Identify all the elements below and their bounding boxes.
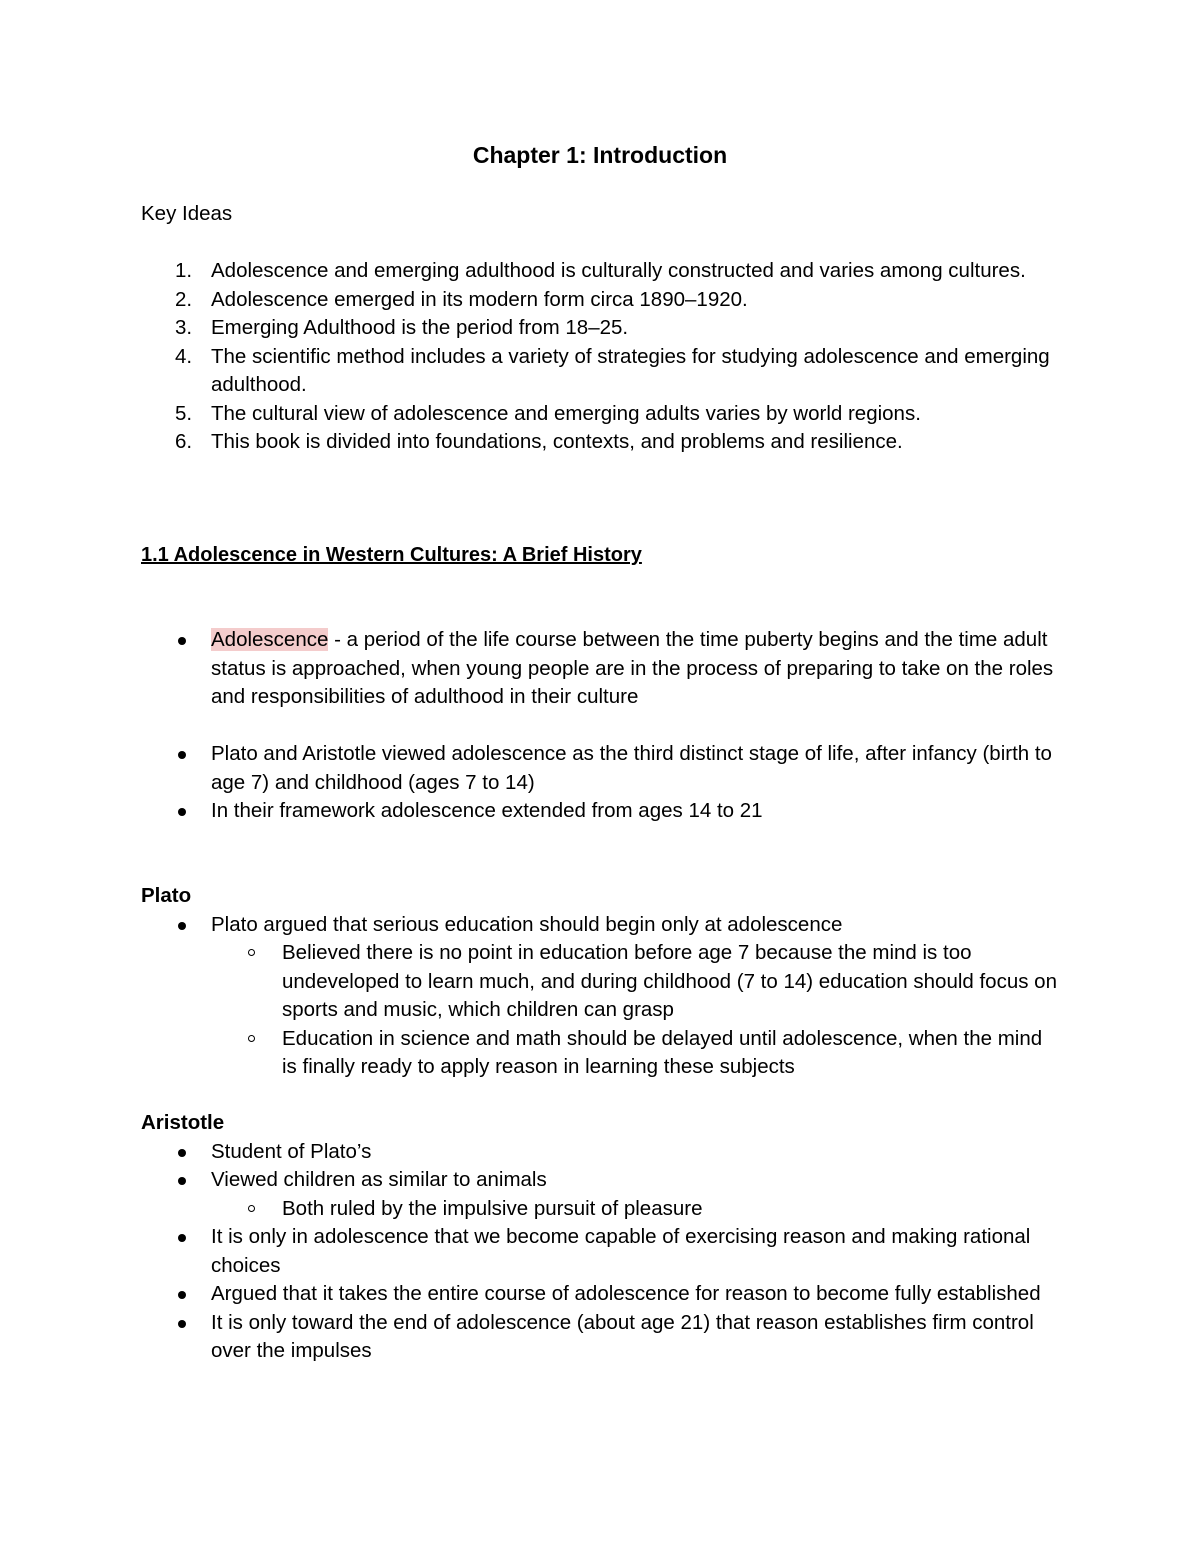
plato-section — [141, 882, 1061, 1082]
list-item-text: Student of Plato’s — [211, 1139, 372, 1163]
bullet-icon — [178, 808, 186, 816]
list-item-text: It is only toward the end of adolescence (about age 21) that reason establishes firm control over the impulses — [211, 1310, 1034, 1362]
section-heading-link[interactable]: 1.1 Adolescence in Western Cultures: A Brief History — [141, 544, 642, 566]
history-bullets — [141, 740, 1061, 826]
list-number: 5. — [175, 401, 193, 425]
definition-section — [141, 626, 1061, 826]
sub-list-item — [211, 1195, 1061, 1224]
list-item-text: In their framework adolescence extended from ages 14 to 21 — [211, 799, 763, 822]
list-item-text: The cultural view of adolescence and emerging adults varies by world regions. — [211, 401, 921, 425]
list-item-text: Both ruled by the impulsive pursuit of pleasure — [282, 1196, 703, 1220]
list-number: 2. — [175, 287, 193, 311]
list-item — [141, 626, 1061, 712]
section-1-1 — [141, 541, 1061, 570]
list-number: 4. — [175, 344, 193, 368]
list-item — [141, 911, 1061, 1082]
list-number: 3. — [175, 316, 193, 339]
aristotle-bullets — [141, 1138, 1061, 1366]
sub-list-item — [211, 939, 1061, 1025]
list-item — [141, 343, 1061, 400]
hollow-bullet-icon — [248, 1205, 255, 1212]
plato-bullets — [141, 911, 1061, 1082]
list-item — [141, 740, 1061, 797]
bullet-icon — [178, 922, 186, 930]
list-number: 1. — [175, 259, 193, 282]
bullet-icon — [178, 637, 186, 645]
list-item-text: This book is divided into foundations, contexts, and problems and resilience. — [211, 430, 903, 453]
list-item-text: The scientific method includes a variety of strategies for studying adolescence and emerging adulthood. — [211, 344, 1050, 396]
list-item-text: Adolescence and emerging adulthood is culturally constructed and varies among cultures. — [211, 259, 1026, 282]
plato-sub-bullets — [211, 939, 1061, 1082]
list-item — [141, 797, 1061, 826]
highlighted-term: Adolescence — [211, 628, 329, 651]
list-item-text: Viewed children as similar to animals — [211, 1168, 547, 1191]
bullet-icon — [178, 751, 186, 759]
list-item — [141, 1138, 1061, 1167]
list-item-text: Emerging Adulthood is the period from 18–25. — [211, 316, 629, 339]
list-number: 6. — [175, 430, 193, 453]
list-item — [141, 1166, 1061, 1223]
list-item — [141, 1223, 1061, 1280]
hollow-bullet-icon — [248, 949, 255, 956]
bullet-icon — [178, 1149, 186, 1157]
list-item — [141, 257, 1061, 286]
aristotle-section — [141, 1109, 1061, 1366]
bullet-icon — [178, 1177, 186, 1185]
list-item — [141, 400, 1061, 429]
list-item-text: Adolescence emerged in its modern form circa 1890–1920. — [211, 287, 748, 311]
definition-text: - a period of the life course between the time puberty begins and the time adult status is approached, when young people are in the process of preparing to take on the roles and responsibilities of adulthood in their culture — [211, 628, 1054, 708]
plato-label: Plato — [141, 884, 192, 907]
list-item-text: Believed there is no point in education before age 7 because the mind is too undeveloped to learn much, and during childhood (7 to 14) education should focus on sports and music, which children can grasp — [282, 941, 1057, 1021]
list-item — [141, 286, 1061, 315]
hollow-bullet-icon — [248, 1035, 255, 1042]
key-ideas-list — [141, 257, 1061, 457]
list-item-text: Argued that it takes the entire course of adolescence for reason to become fully established — [211, 1282, 1041, 1305]
key-ideas-label: Key Ideas — [141, 202, 233, 225]
page-title: Chapter 1: Introduction — [472, 142, 728, 168]
aristotle-label: Aristotle — [141, 1111, 225, 1134]
definition-list — [141, 626, 1061, 712]
bullet-icon — [178, 1320, 186, 1328]
list-item — [141, 1309, 1061, 1366]
list-item — [141, 1280, 1061, 1309]
list-item-text: Education in science and math should be delayed until adolescence, when the mind is finally ready to apply reason in learning these subjects — [282, 1026, 1043, 1078]
list-item-text: It is only in adolescence that we become capable of exercising reason and making rational choices — [211, 1225, 1031, 1277]
aristotle-sub-bullets — [211, 1195, 1061, 1224]
list-item — [141, 314, 1061, 343]
sub-list-item — [211, 1025, 1061, 1082]
bullet-icon — [178, 1291, 186, 1299]
bullet-icon — [178, 1234, 186, 1242]
list-item-text: Plato argued that serious education should begin only at adolescence — [211, 912, 843, 936]
key-ideas-section — [141, 200, 1061, 457]
list-item — [141, 428, 1061, 457]
list-item-text: Plato and Aristotle viewed adolescence as the third distinct stage of life, after infancy (birth to age 7) and childhood (ages 7 to 14) — [211, 742, 1052, 794]
